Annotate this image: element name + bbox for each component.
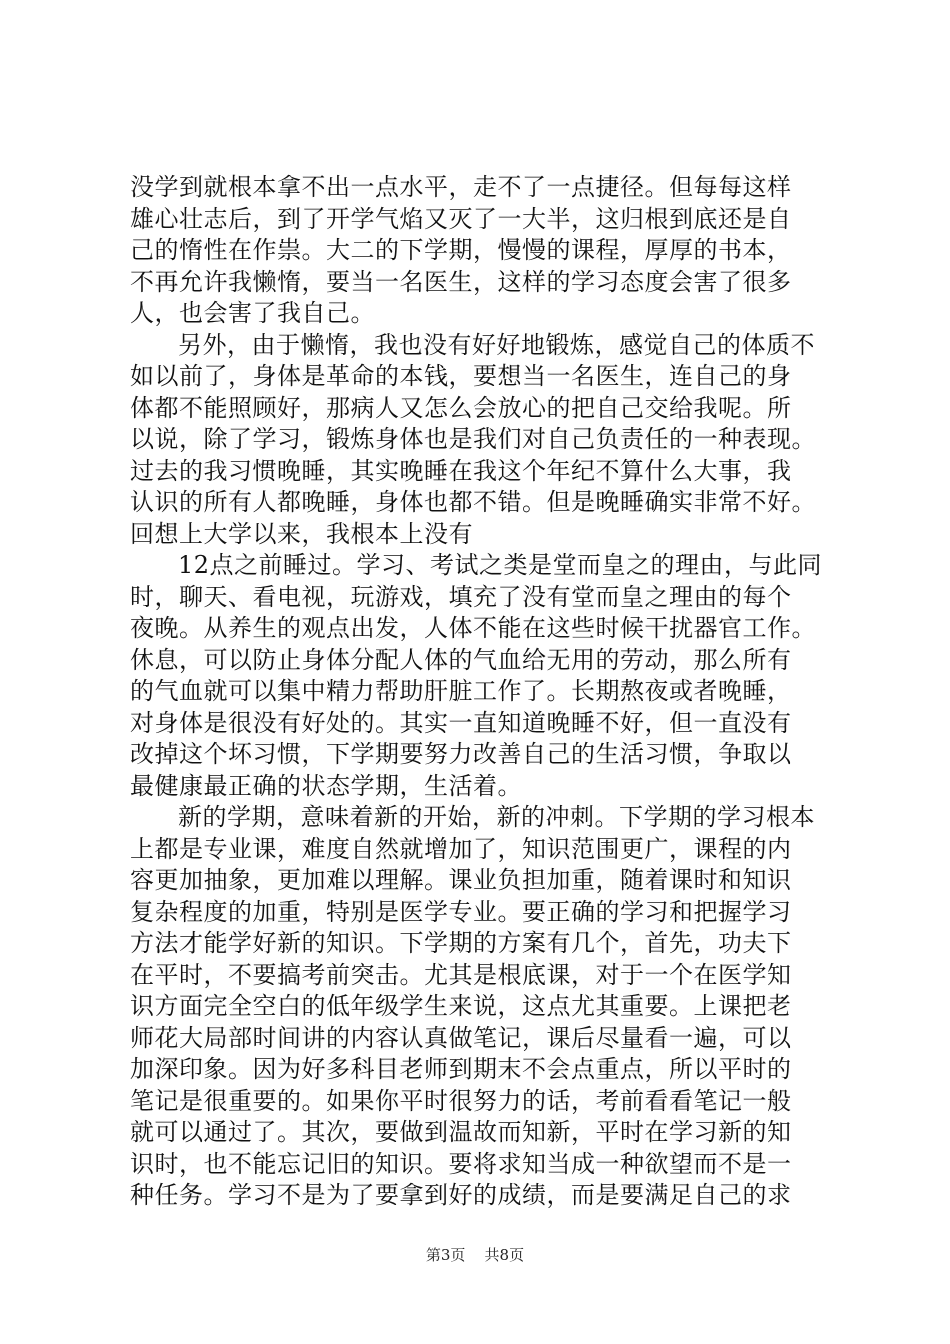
page-total: 共8页 [484, 1246, 525, 1264]
text-line: 对身体是很没有好处的。其实一直知道晚睡不好，但一直没有 [130, 708, 792, 737]
text-line: 没学到就根本拿不出一点水平，走不了一点捷径。但每每这样 [130, 173, 792, 201]
text-line: 体都不能照顾好，那病人又怎么会放心的把自己交给我呢。所 [130, 393, 792, 422]
text-line: 过去的我习惯晚睡，其实晚睡在我这个年纪不算什么大事，我 [130, 456, 792, 485]
text-line: 在平时，不要搞考前突击。尤其是根底课，对于一个在医学知 [130, 960, 792, 989]
text-line: 以说，除了学习，锻炼身体也是我们对自己负责任的一种表现。 [130, 425, 816, 453]
text-line: 如以前了，身体是革命的本钱，要想当一名医生，连自己的身 [130, 362, 792, 390]
text-line: 师花大局部时间讲的内容认真做笔记，课后尽量看一遍，可以 [130, 1023, 792, 1052]
text-line: 时，聊天、看电视，玩游戏，填充了没有堂而皇之理由的每个 [130, 582, 792, 611]
page-footer [0, 1245, 950, 1265]
text-line: 复杂程度的加重，特别是医学专业。要正确的学习和把握学习 [130, 897, 792, 926]
text-line: 不再允许我懒惰，要当一名医生，这样的学习态度会害了很多 [130, 267, 792, 296]
text-line: 最健康最正确的状态学期，生活着。 [130, 771, 522, 800]
text-line: 的气血就可以集中精力帮助肝脏工作了。长期熬夜或者晚睡， [130, 677, 792, 705]
text-line: 休息，可以防止身体分配人体的气血给无用的劳动，那么所有 [130, 645, 792, 674]
text-line: 雄心壮志后，到了开学气焰又灭了一大半，这归根到底还是自 [130, 204, 792, 233]
text-line: 种任务。学习不是为了要拿到好的成绩，而是要满足自己的求 [130, 1181, 792, 1209]
text-line: 识时，也不能忘记旧的知识。要将求知当成一种欲望而不是一 [130, 1149, 792, 1178]
text-line: 回想上大学以来，我根本上没有 [130, 519, 473, 548]
text-line: 人，也会害了我自己。 [130, 299, 375, 327]
text-line: 认识的所有人都晚睡，身体也都不错。但是晚睡确实非常不好。 [130, 488, 816, 516]
page-number: 第3页 [425, 1246, 466, 1264]
text-line: 笔记是很重要的。如果你平时很努力的话，考前看看笔记一般 [130, 1086, 792, 1115]
text-line: 就可以通过了。其次，要做到温故而知新，平时在学习新的知 [130, 1118, 792, 1146]
text-line: 容更加抽象，更加难以理解。课业负担加重，随着课时和知识 [130, 866, 792, 894]
text-line: 加深印象。因为好多科目老师到期末不会点重点，所以平时的 [130, 1055, 792, 1083]
text-line: 识方面完全空白的低年级学生来说，这点尤其重要。上课把老 [130, 992, 792, 1020]
document-body [130, 172, 830, 1212]
footer-separator [470, 1246, 480, 1264]
text-line: 另外，由于懒惰，我也没有好好地锻炼，感觉自己的体质不 [178, 330, 815, 359]
text-line: 新的学期，意味着新的开始，新的冲刺。下学期的学习根本 [178, 803, 815, 831]
text-line: 夜晚。从养生的观点出发，人体不能在这些时候干扰器官工作。 [130, 614, 816, 642]
text-line: 方法才能学好新的知识。下学期的方案有几个，首先，功夫下 [130, 929, 792, 957]
text-line: 12点之前睡过。学习、考试之类是堂而皇之的理由，与此同 [178, 551, 823, 579]
text-line: 己的惰性在作祟。大二的下学期，慢慢的课程，厚厚的书本， [130, 236, 792, 264]
text-line: 改掉这个坏习惯，下学期要努力改善自己的生活习惯，争取以 [130, 740, 792, 768]
text-line: 上都是专业课，难度自然就增加了，知识范围更广，课程的内 [130, 834, 792, 863]
